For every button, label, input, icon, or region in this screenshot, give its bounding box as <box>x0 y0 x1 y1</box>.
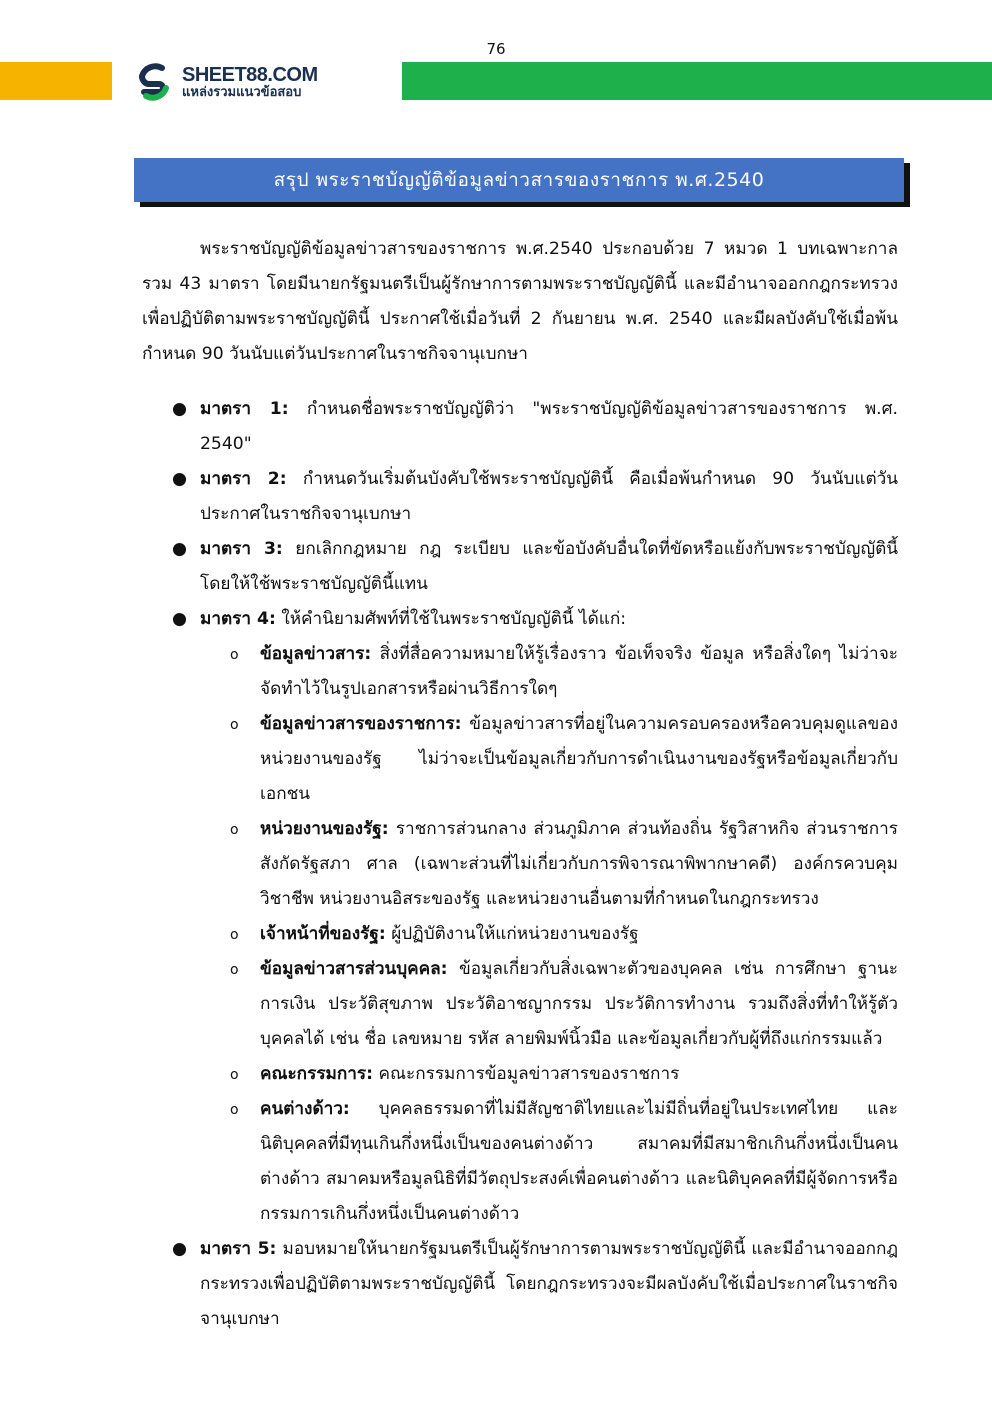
definition-item <box>200 812 898 917</box>
definitions-list <box>200 637 898 1232</box>
definition-text: คณะกรรมการข้อมูลข่าวสารของราชการ <box>378 1064 680 1084</box>
circle-bullet-icon: o <box>230 962 239 978</box>
definition-item <box>200 952 898 1057</box>
definition-item <box>200 917 898 952</box>
definition-text: ข้อมูลข่าวสารที่อยู่ในความครอบครองหรือควบคุมดูแลของหน่วยงานของรัฐ ไม่ว่าจะเป็นข้อมูลเกี่ยวกับการดำเนินงานของรัฐหรือข้อมูลเกี่ยวกับเอกชน <box>260 714 898 804</box>
section-text: มอบหมายให้นายกรัฐมนตรีเป็นผู้รักษาการตามพระราชบัญญัตินี้ และมีอำนาจออกกฎกระทรวงเพื่อปฏิบัติตามพระราชบัญญัตินี้ โดยกฎกระทรวงจะมีผลบังคับใช้เมื่อประกาศในราชกิจจานุเบกษา <box>200 1239 899 1329</box>
section-item <box>142 392 898 462</box>
section-label: มาตรา 5: <box>200 1239 277 1259</box>
section-item <box>142 602 898 1232</box>
brand-name: SHEET88.COM <box>182 63 318 86</box>
definition-text: สิ่งที่สื่อความหมายให้รู้เรื่องราว ข้อเท็จจริง ข้อมูล หรือสิ่งใดๆ ไม่ว่าจะจัดทำไว้ในรูปเอกสารหรือผ่านวิธีการใดๆ <box>260 644 899 699</box>
definition-term: คนต่างด้าว: <box>260 1099 350 1119</box>
circle-bullet-icon: o <box>230 927 239 943</box>
section-item <box>142 532 898 602</box>
circle-bullet-icon: o <box>230 1067 239 1083</box>
document-body <box>142 232 898 1337</box>
definition-text: ราชการส่วนกลาง ส่วนภูมิภาค ส่วนท้องถิ่น รัฐวิสาหกิจ ส่วนราชการสังกัดรัฐสภา ศาล (เฉพาะส่วนที่ไม่เกี่ยวกับการพิจารณาพิพากษาคดี) องค์กรควบคุมวิชาชีพ หน่วยงานอิสระของรัฐ และหน่วยงานอื่นตามที่กำหนดในกฎกระทรวง <box>260 819 898 909</box>
page-title: สรุป พระราชบัญญัติข้อมูลข่าวสารของราชการ พ.ศ.2540 <box>273 169 765 191</box>
definition-term: ข้อมูลข่าวสาร: <box>260 644 372 664</box>
section-label: มาตรา 1: <box>200 399 289 419</box>
definition-term: คณะกรรมการ: <box>260 1064 374 1084</box>
circle-bullet-icon: o <box>230 647 239 663</box>
section-item <box>142 1232 898 1337</box>
brand-logo <box>132 60 318 104</box>
sheet88-logo-icon <box>132 60 176 104</box>
section-text: ให้คำนิยามศัพท์ที่ใช้ในพระราชบัญญัตินี้ ได้แก่: <box>281 609 627 629</box>
definition-text: ผู้ปฏิบัติงานให้แก่หน่วยงานของรัฐ <box>391 924 639 944</box>
definition-item <box>200 1092 898 1232</box>
header-bar-yellow <box>0 62 112 100</box>
bullet-icon: ● <box>172 609 187 629</box>
sections-list <box>142 392 898 1337</box>
circle-bullet-icon: o <box>230 822 239 838</box>
definition-text: ข้อมูลเกี่ยวกับสิ่งเฉพาะตัวของบุคคล เช่น การศึกษา ฐานะการเงิน ประวัติสุขภาพ ประวัติอาชญากรรม ประวัติการทำงาน รวมถึงสิ่งที่ทำให้รู้ตัวบุคคลได้ เช่น ชื่อ เลขหมาย รหัส ลายพิมพ์นิ้วมือ และข้อมูลเกี่ยวกับผู้ที่ถึงแก่กรรมแล้ว <box>260 959 898 1049</box>
definition-text: บุคคลธรรมดาที่ไม่มีสัญชาติไทยและไม่มีถิ่นที่อยู่ในประเทศไทย และนิติบุคคลที่มีทุนเกินกึ่งหนึ่งเป็นของคนต่างด้าว สมาคมที่มีสมาชิกเกินกึ่งหนึ่งเป็นคนต่างด้าว สมาคมหรือมูลนิธิที่มีวัตถุประสงค์เพื่อคนต่างด้าว และนิติบุคคลที่มีผู้จัดการหรือกรรมการเกินกึ่งหนึ่งเป็นคนต่างด้าว <box>260 1099 898 1224</box>
definition-item <box>200 637 898 707</box>
section-label: มาตรา 2: <box>200 469 287 489</box>
header-bar-green <box>402 62 992 100</box>
section-text: ยกเลิกกฎหมาย กฎ ระเบียบ และข้อบังคับอื่นใดที่ขัดหรือแย้งกับพระราชบัญญัตินี้ โดยให้ใช้พระราชบัญญัตินี้แทน <box>200 539 899 594</box>
section-text: กำหนดวันเริ่มต้นบังคับใช้พระราชบัญญัตินี้ คือเมื่อพ้นกำหนด 90 วันนับแต่วันประกาศในราชกิจจานุเบกษา <box>200 469 899 524</box>
circle-bullet-icon: o <box>230 717 239 733</box>
bullet-icon: ● <box>172 539 187 559</box>
definition-term: ข้อมูลข่าวสารของราชการ: <box>260 714 462 734</box>
definition-item <box>200 1057 898 1092</box>
definition-term: เจ้าหน้าที่ของรัฐ: <box>260 924 386 944</box>
brand-tagline: แหล่งรวมแนวข้อสอบ <box>182 84 302 100</box>
title-banner <box>134 158 904 202</box>
bullet-icon: ● <box>172 1239 187 1259</box>
section-label: มาตรา 4: <box>200 609 276 629</box>
definition-item <box>200 707 898 812</box>
circle-bullet-icon: o <box>230 1102 239 1118</box>
definition-term: ข้อมูลข่าวสารส่วนบุคคล: <box>260 959 448 979</box>
section-text: กำหนดชื่อพระราชบัญญัติว่า "พระราชบัญญัติข้อมูลข่าวสารของราชการ พ.ศ. 2540" <box>200 399 899 454</box>
section-item <box>142 462 898 532</box>
bullet-icon: ● <box>172 399 187 419</box>
definition-term: หน่วยงานของรัฐ: <box>260 819 389 839</box>
intro-paragraph: พระราชบัญญัติข้อมูลข่าวสารของราชการ พ.ศ.2540 ประกอบด้วย 7 หมวด 1 บทเฉพาะกาล รวม 43 มาตรา โดยมีนายกรัฐมนตรีเป็นผู้รักษาการตามพระราชบัญญัตินี้ และมีอำนาจออกกฎกระทรวงเพื่อปฏิบัติตามพระราชบัญญัตินี้ ประกาศใช้เมื่อวันที่ 2 กันยายน พ.ศ. 2540 และมีผลบังคับใช้เมื่อพ้นกำหนด 90 วันนับแต่วันประกาศในราชกิจจานุเบกษา <box>142 239 898 364</box>
section-label: มาตรา 3: <box>200 539 283 559</box>
page-number: 76 <box>486 40 506 58</box>
bullet-icon: ● <box>172 469 187 489</box>
